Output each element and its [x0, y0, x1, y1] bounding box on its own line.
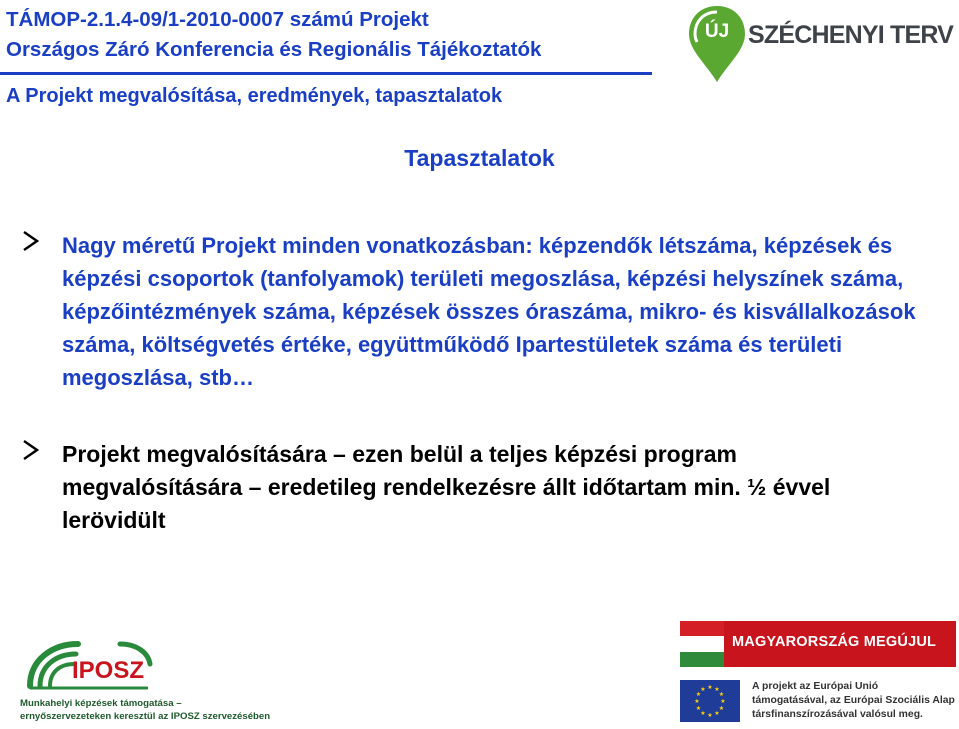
slide-title: Tapasztalatok — [404, 145, 555, 171]
header-divider — [0, 72, 652, 75]
location-pin-icon — [686, 4, 748, 84]
iposz-wordmark: IPOSZ — [71, 657, 145, 684]
szechenyi-pin-text: ÚJ — [704, 21, 730, 42]
svg-text:★: ★ — [695, 691, 702, 698]
eu-funding-note — [752, 680, 955, 722]
bullet-text: Nagy méretű Projekt minden vonatkozásban: képzendők létszáma, képzések és képzési csoportok (tanfolyamok) területi megoszlása, képzési helyszínek száma, képzőintézmények száma, képzések összes óraszáma, mikro- és kisvállalkozások száma, költségvetés értéke, együttműködő Ipartestületek száma és területi megoszlása, stb… — [62, 233, 916, 390]
szechenyi-terv-logo — [682, 2, 952, 86]
banner-text: MAGYARORSZÁG MEGÚJUL — [732, 634, 937, 650]
svg-text:★: ★ — [718, 691, 725, 698]
header-line-2: Országos Záró Konferencia és Regionális Tájékoztatók — [6, 38, 542, 61]
iposz-caption-line-1: Munkahelyi képzések támogatása – — [20, 698, 182, 709]
svg-text:★: ★ — [700, 686, 706, 693]
svg-text:★: ★ — [720, 698, 726, 705]
svg-text:★: ★ — [707, 712, 713, 719]
eu-note-line-1: A projekt az Európai Unió — [752, 681, 879, 692]
header-line-1: TÁMOP-2.1.4-09/1-2010-0007 számú Projekt — [6, 8, 429, 31]
svg-text:★: ★ — [714, 686, 720, 693]
magyarorszag-megujul-banner — [680, 621, 956, 667]
svg-text:★: ★ — [707, 684, 713, 691]
hungarian-flag-icon — [680, 621, 724, 667]
iposz-emblem-icon — [24, 640, 154, 692]
header-subtitle: A Projekt megvalósítása, eredmények, tapasztalatok — [6, 85, 503, 107]
svg-text:★: ★ — [694, 698, 700, 705]
svg-text:★: ★ — [695, 705, 702, 712]
svg-text:★: ★ — [714, 710, 720, 717]
eu-note-line-3: társfinanszírozásával valósul meg. — [752, 709, 923, 720]
iposz-logo — [20, 640, 270, 725]
bullet-text: Projekt megvalósítására – ezen belül a teljes képzési program megvalósítására – eredetileg rendelkezésre állt időtartam min. ½ évvel lerövidült — [62, 441, 831, 533]
eu-flag-icon — [680, 680, 740, 722]
szechenyi-wordmark: SZÉCHENYI TERV — [748, 21, 954, 49]
svg-text:★: ★ — [718, 705, 725, 712]
iposz-caption-line-2: ernyőszervezeteken keresztül az IPOSZ szervezésében — [20, 711, 271, 722]
svg-text:★: ★ — [700, 710, 706, 717]
eu-note-line-2: támogatásával, az Európai Szociális Alap — [752, 695, 955, 706]
arrow-bullet-icon — [22, 438, 39, 462]
arrow-bullet-icon — [22, 229, 39, 253]
